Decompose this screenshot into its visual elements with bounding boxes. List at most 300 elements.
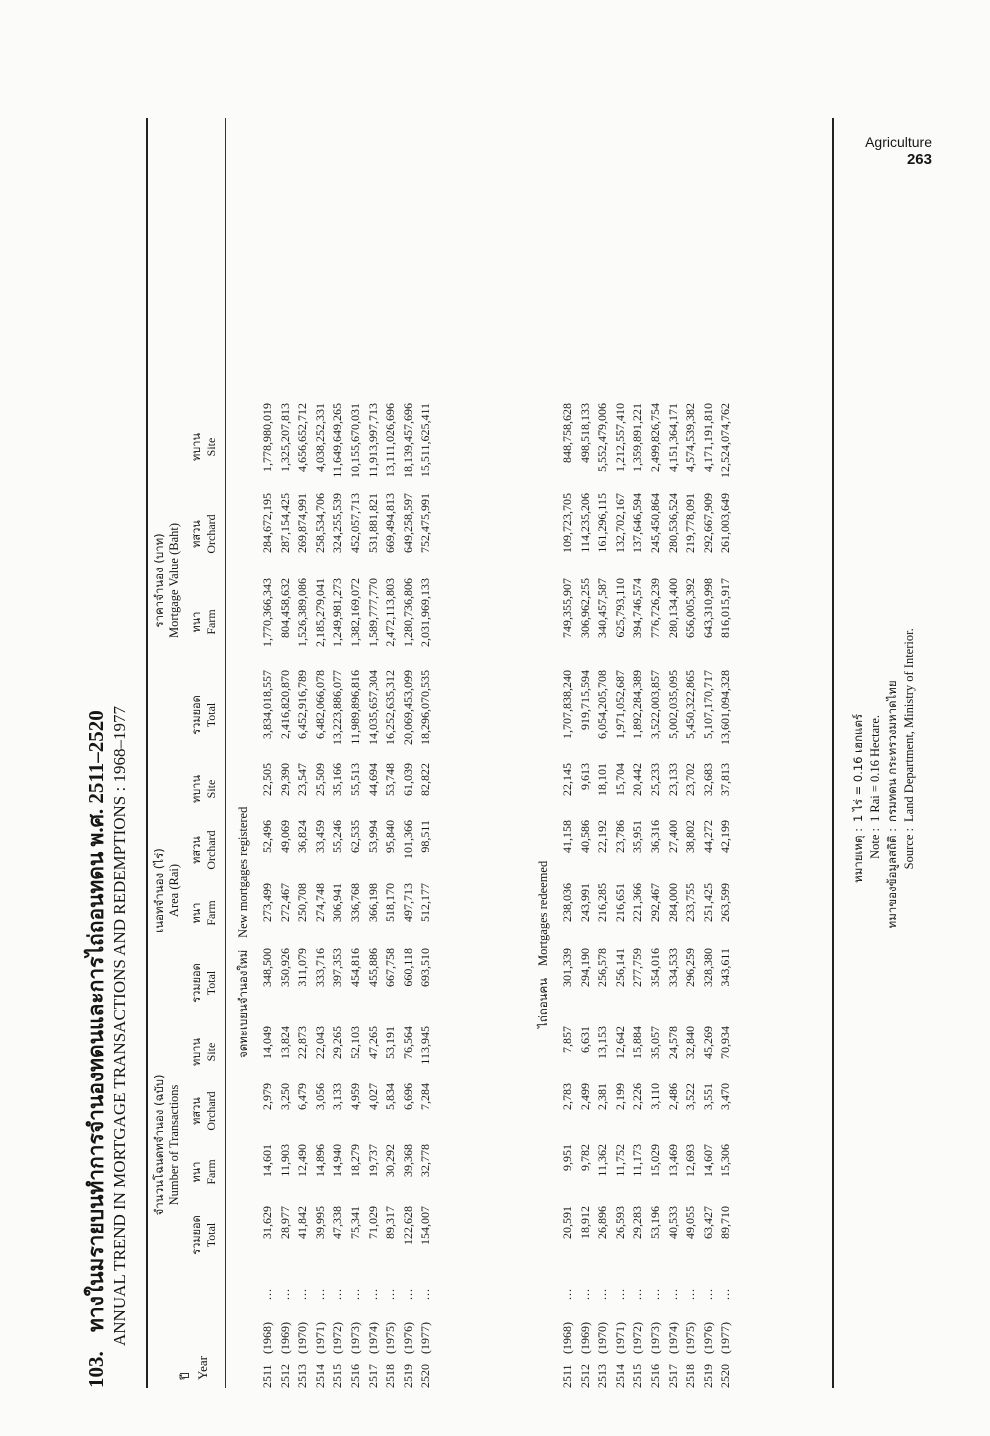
table-cell: 63,427 — [700, 1206, 715, 1239]
table-cell: 348,500 — [260, 948, 274, 987]
table-cell: 4,171,191,810 — [700, 403, 715, 472]
table-cell: 45,269 — [700, 1026, 715, 1059]
table-cell: 49,069 — [277, 820, 292, 853]
year-english: (1970) — [595, 1322, 610, 1354]
table-cell: 6,631 — [577, 1026, 592, 1053]
table-cell: 5,450,322,865 — [683, 670, 698, 739]
table-row — [383, 398, 400, 1388]
table-cell: 2,416,820,870 — [277, 670, 292, 739]
column-group-english: Mortgage Value (Baht) — [167, 523, 181, 639]
table-cell: 24,578 — [665, 1026, 680, 1059]
table-cell: 284,672,195 — [260, 493, 274, 553]
table-cell: 233,755 — [683, 883, 698, 922]
year-thai: 2511 — [260, 1364, 274, 1388]
year-english: (1969) — [277, 1322, 292, 1354]
leader-dots: ... — [348, 1288, 362, 1300]
table-cell: 1,707,838,240 — [560, 670, 574, 739]
table-cell: 625,793,110 — [612, 578, 627, 638]
column-header-english: Site — [204, 437, 218, 457]
table-cell: 292,467 — [648, 883, 662, 922]
column-header-english: Total — [204, 970, 218, 996]
leader-dots: ... — [295, 1288, 310, 1300]
table-cell: 1,971,052,687 — [612, 670, 627, 739]
column-header-thai: ทบาน — [190, 775, 203, 803]
table-cell: 52,103 — [348, 1026, 362, 1059]
table-cell: 219,778,091 — [683, 493, 698, 553]
table-cell: 53,191 — [383, 1026, 398, 1059]
table-cell: 13,601,094,328 — [718, 670, 733, 745]
table-cell: 70,934 — [718, 1026, 733, 1059]
table-cell: 18,279 — [348, 1144, 362, 1177]
year-thai: 2515 — [630, 1364, 645, 1388]
table-cell: 14,896 — [312, 1144, 327, 1177]
leader-dots: ... — [700, 1288, 715, 1300]
table-row — [260, 398, 277, 1388]
leader-dots: ... — [577, 1288, 592, 1300]
column-header-english: Site — [204, 779, 218, 799]
column-group-header — [152, 1026, 182, 1264]
table-cell: 20,591 — [560, 1206, 574, 1239]
table-cell: 1,778,980,019 — [260, 403, 274, 472]
table-cell: 53,196 — [648, 1206, 662, 1239]
column-header-english: Farm — [204, 900, 218, 926]
year-english: (1975) — [383, 1322, 398, 1354]
table-cell: 161,296,115 — [595, 493, 610, 553]
column-header-thai: ทสวน — [190, 1097, 203, 1125]
year-thai: 2519 — [400, 1364, 415, 1388]
table-cell: 101,366 — [400, 820, 415, 859]
table-cell: 294,190 — [577, 948, 592, 987]
table-cell: 6,479 — [295, 1083, 310, 1110]
table-cell: 306,941 — [330, 883, 345, 922]
leader-dots: ... — [330, 1288, 345, 1300]
table-cell: 15,511,625,411 — [418, 403, 433, 478]
column-header-english: Total — [204, 702, 218, 728]
column-header — [190, 1083, 218, 1139]
table-cell: 350,926 — [277, 948, 292, 987]
table-cell: 11,752 — [612, 1144, 627, 1177]
table-cell: 22,505 — [260, 763, 274, 796]
table-cell: 35,166 — [330, 763, 345, 796]
table-cell: 11,989,896,816 — [348, 670, 362, 745]
column-group-header — [152, 763, 182, 1018]
year-thai: 2513 — [295, 1364, 310, 1388]
column-group-header — [152, 403, 182, 758]
table-cell: 216,285 — [595, 883, 610, 922]
table-cell: 23,547 — [295, 763, 310, 796]
table-cell: 2,499 — [577, 1083, 592, 1110]
table-cell: 518,170 — [383, 883, 398, 922]
table-cell: 13,223,886,077 — [330, 670, 345, 745]
column-header-thai: ทสวน — [190, 836, 203, 864]
table-row — [313, 398, 330, 1388]
table-cell: 11,903 — [277, 1144, 292, 1177]
table-cell: 3,056 — [312, 1083, 327, 1110]
year-english: (1976) — [400, 1322, 415, 1354]
note-text: 1 ไร่ = 0.16 เฮกแตร์ — [851, 713, 865, 822]
year-english: (1971) — [312, 1322, 327, 1354]
table-cell: 280,536,524 — [665, 493, 680, 553]
table-cell: 452,057,713 — [348, 493, 362, 553]
section-name: Agriculture — [865, 134, 932, 150]
table-cell: 39,995 — [312, 1206, 327, 1239]
table-cell: 18,101 — [595, 763, 610, 796]
year-thai: 2518 — [383, 1364, 398, 1388]
table-title-thai: ทางในมรายบนทำการจำนองทดนและการไถ่ถอนทดน พ.ศ. 2511–2520 — [84, 710, 108, 1332]
header-top-rule — [146, 118, 148, 1388]
table-title-english: ANNUAL TREND IN MORTGAGE TRANSACTIONS AND REDEMPTIONS : 1968–1977 — [110, 706, 129, 1346]
table-cell: 53,994 — [365, 820, 380, 853]
table-cell: 62,535 — [348, 820, 362, 853]
table-cell: 89,317 — [383, 1206, 398, 1239]
table-cell: 531,881,821 — [365, 493, 380, 553]
table-cell: 20,069,453,099 — [400, 670, 415, 745]
year-thai: 2512 — [577, 1364, 592, 1388]
note-label: ทมาของข้อมูลสถิติ : — [885, 828, 899, 929]
column-header-english: Total — [204, 1222, 218, 1248]
table-cell: 75,341 — [348, 1206, 362, 1239]
column-header — [190, 883, 218, 943]
section-heading — [235, 807, 253, 1058]
year-thai: 2517 — [665, 1364, 680, 1388]
table-cell: 649,258,597 — [400, 493, 415, 553]
table-cell: 44,272 — [700, 820, 715, 853]
table-cell: 2,979 — [260, 1083, 274, 1110]
year-header-thai: ปี — [178, 1372, 192, 1380]
table-cell: 132,702,167 — [612, 493, 627, 553]
table-cell: 95,840 — [383, 820, 398, 853]
table-cell: 4,959 — [348, 1083, 362, 1110]
table-cell: 47,265 — [365, 1026, 380, 1059]
column-header — [190, 763, 218, 815]
table-cell: 36,316 — [648, 820, 662, 853]
note-text: กรมทดน กระทรวงมหาดไทย — [885, 680, 899, 822]
column-header-english: Orchard — [204, 514, 218, 554]
table-cell: 4,656,652,712 — [295, 403, 310, 472]
table-cell: 114,235,206 — [577, 493, 592, 553]
table-cell: 660,118 — [400, 948, 415, 987]
table-cell: 1,589,777,770 — [365, 578, 380, 647]
table-row — [278, 398, 295, 1388]
table-cell: 4,574,539,382 — [683, 403, 698, 472]
table-cell: 221,366 — [630, 883, 645, 922]
table-cell: 251,425 — [700, 883, 715, 922]
column-header-thai: ทนา — [190, 611, 203, 633]
table-cell: 23,133 — [665, 763, 680, 796]
table-cell: 9,782 — [577, 1144, 592, 1171]
table-cell: 16,252,635,312 — [383, 670, 398, 745]
table-cell: 15,704 — [612, 763, 627, 796]
table-cell: 13,824 — [277, 1026, 292, 1059]
table-cell: 2,783 — [560, 1083, 574, 1110]
year-thai: 2514 — [312, 1364, 327, 1388]
year-english: (1970) — [295, 1322, 310, 1354]
section-heading-thai: ไถ่ถอนคน — [536, 977, 550, 1028]
year-thai: 2512 — [277, 1364, 292, 1388]
table-cell: 154,007 — [418, 1206, 433, 1245]
leader-dots: ... — [400, 1288, 415, 1300]
note-text: 1 Rai = 0.16 Hectare. — [868, 714, 882, 822]
year-thai: 2518 — [683, 1364, 698, 1388]
table-cell: 4,151,364,171 — [665, 403, 680, 472]
table-cell: 1,325,207,813 — [277, 403, 292, 472]
table-cell: 258,534,706 — [312, 493, 327, 553]
table-cell: 26,896 — [595, 1206, 610, 1239]
header-bottom-rule — [225, 118, 226, 1388]
table-cell: 273,499 — [260, 883, 274, 922]
year-thai: 2519 — [700, 1364, 715, 1388]
table-cell: 15,306 — [718, 1144, 733, 1177]
table-cell: 5,834 — [383, 1083, 398, 1110]
table-number: 103. — [84, 1351, 108, 1388]
table-cell: 23,786 — [612, 820, 627, 853]
table-cell: 71,029 — [365, 1206, 380, 1239]
column-header-thai: รวมยอด — [190, 695, 203, 735]
year-english: (1974) — [665, 1322, 680, 1354]
year-english: (1973) — [648, 1322, 662, 1354]
table-cell: 5,107,170,717 — [700, 670, 715, 739]
year-english: (1975) — [683, 1322, 698, 1354]
table-cell: 3,522 — [683, 1083, 698, 1110]
table-cell: 23,702 — [683, 763, 698, 796]
year-header — [176, 1356, 211, 1380]
table-cell: 292,667,909 — [700, 493, 715, 553]
table-cell: 29,390 — [277, 763, 292, 796]
table-cell: 3,470 — [718, 1083, 733, 1110]
table-cell: 1,280,736,806 — [400, 578, 415, 647]
table-cell: 36,824 — [295, 820, 310, 853]
year-thai: 2517 — [365, 1364, 380, 1388]
table-cell: 454,816 — [348, 948, 362, 987]
year-header-english: Year — [195, 1356, 210, 1380]
table-cell: 4,027 — [365, 1083, 380, 1110]
table-cell: 19,737 — [365, 1144, 380, 1177]
column-header — [190, 670, 218, 760]
leader-dots: ... — [277, 1288, 292, 1300]
table-cell: 243,991 — [577, 883, 592, 922]
year-english: (1968) — [260, 1322, 274, 1354]
column-header-english: Farm — [204, 609, 218, 635]
table-cell: 284,000 — [665, 883, 680, 922]
table-cell: 14,049 — [260, 1026, 274, 1059]
leader-dots: ... — [365, 1288, 380, 1300]
table-cell: 11,362 — [595, 1144, 610, 1177]
note-text: Land Department, Ministry of Interior. — [902, 628, 916, 822]
table-cell: 274,748 — [312, 883, 327, 922]
table-cell: 14,601 — [260, 1144, 274, 1177]
table-cell: 13,111,026,696 — [383, 403, 398, 478]
table-row — [648, 398, 665, 1388]
table-cell: 3,133 — [330, 1083, 345, 1110]
note-label: Note : — [868, 828, 882, 859]
column-group-thai: ราคาจำนอง (บาท) — [152, 533, 166, 628]
table-cell: 1,770,366,343 — [260, 578, 274, 647]
table-title — [80, 88, 113, 1388]
table-cell: 6,482,066,078 — [312, 670, 327, 739]
table-cell: 272,467 — [277, 883, 292, 922]
table-row — [613, 398, 630, 1388]
table-cell: 27,400 — [665, 820, 680, 853]
table-cell: 656,005,392 — [683, 578, 698, 638]
column-header-thai: รวมยอด — [190, 1215, 203, 1255]
table-cell: 256,141 — [612, 948, 627, 987]
table-cell: 277,759 — [630, 948, 645, 987]
table-cell: 44,694 — [365, 763, 380, 796]
table-cell: 6,054,205,708 — [595, 670, 610, 739]
table-cell: 334,533 — [665, 948, 680, 987]
section-heading — [535, 861, 553, 1028]
column-header — [190, 403, 218, 491]
table-cell: 14,940 — [330, 1144, 345, 1177]
year-english: (1976) — [700, 1322, 715, 1354]
table-cell: 42,199 — [718, 820, 733, 853]
table-row — [701, 398, 718, 1388]
table-cell: 11,649,649,265 — [330, 403, 345, 478]
table-cell: 25,509 — [312, 763, 327, 796]
leader-dots: ... — [683, 1288, 698, 1300]
table-cell: 55,513 — [348, 763, 362, 796]
leader-dots: ... — [383, 1288, 398, 1300]
table-cell: 32,778 — [418, 1144, 433, 1177]
year-english: (1968) — [560, 1322, 574, 1354]
table-cell: 3,250 — [277, 1083, 292, 1110]
table-cell: 354,016 — [648, 948, 662, 987]
table-cell: 18,912 — [577, 1206, 592, 1239]
table-cell: 1,212,557,410 — [612, 403, 627, 472]
table-row — [295, 398, 312, 1388]
table-cell: 14,035,657,304 — [365, 670, 380, 745]
table-cell: 10,155,670,031 — [348, 403, 362, 478]
column-header — [190, 1206, 218, 1264]
table-row — [578, 398, 595, 1388]
table-cell: 667,758 — [383, 948, 398, 987]
table-cell: 498,518,133 — [577, 403, 592, 463]
table-cell: 336,768 — [348, 883, 362, 922]
column-header — [190, 948, 218, 1018]
table-cell: 53,748 — [383, 763, 398, 796]
table-cell: 455,886 — [365, 948, 380, 987]
table-cell: 32,840 — [683, 1026, 698, 1059]
table-cell: 22,043 — [312, 1026, 327, 1059]
table-cell: 12,490 — [295, 1144, 310, 1177]
table-cell: 1,359,891,221 — [630, 403, 645, 472]
table-cell: 3,834,018,557 — [260, 670, 274, 739]
rotated-table-sheet — [80, 88, 960, 1388]
table-row — [630, 398, 647, 1388]
table-cell: 29,265 — [330, 1026, 345, 1059]
table-cell: 12,693 — [683, 1144, 698, 1177]
table-cell: 2,486 — [665, 1083, 680, 1110]
table-cell: 2,381 — [595, 1083, 610, 1110]
table-cell: 25,233 — [648, 763, 662, 796]
year-thai: 2514 — [612, 1364, 627, 1388]
table-cell: 41,158 — [560, 820, 574, 853]
table-cell: 848,758,628 — [560, 403, 574, 463]
table-cell: 82,822 — [418, 763, 433, 796]
table-cell: 250,708 — [295, 883, 310, 922]
table-row — [348, 398, 365, 1388]
table-cell: 693,510 — [418, 948, 433, 987]
table-row — [401, 398, 418, 1388]
table-cell: 301,339 — [560, 948, 574, 987]
table-row — [595, 398, 612, 1388]
table-cell: 394,746,574 — [630, 578, 645, 638]
column-header-thai: ทบาน — [190, 433, 203, 461]
year-english: (1969) — [577, 1322, 592, 1354]
page-number: 263 — [906, 151, 932, 168]
table-cell: 14,607 — [700, 1144, 715, 1177]
table-cell: 749,355,907 — [560, 578, 574, 638]
leader-dots: ... — [260, 1288, 274, 1300]
table-cell: 9,951 — [560, 1144, 574, 1171]
table-cell: 2,031,969,133 — [418, 578, 433, 647]
year-english: (1972) — [630, 1322, 645, 1354]
table-cell: 22,145 — [560, 763, 574, 796]
table-cell: 89,710 — [718, 1206, 733, 1239]
table-cell: 280,134,400 — [665, 578, 680, 638]
column-group-thai: เนอทจำนอง (ไร่) — [152, 848, 166, 933]
table-cell: 7,857 — [560, 1026, 574, 1053]
table-cell: 2,185,279,041 — [312, 578, 327, 647]
table-cell: 269,874,991 — [295, 493, 310, 553]
table-cell: 5,002,035,095 — [665, 670, 680, 739]
table-cell: 6,452,916,789 — [295, 670, 310, 739]
table-cell: 12,524,074,762 — [718, 403, 733, 478]
table-cell: 28,977 — [277, 1206, 292, 1239]
table-cell: 61,039 — [400, 763, 415, 796]
table-cell: 4,038,252,331 — [312, 403, 327, 472]
table-cell: 35,057 — [648, 1026, 662, 1059]
table-cell: 1,249,981,273 — [330, 578, 345, 647]
table-cell: 287,154,425 — [277, 493, 292, 553]
leader-dots: ... — [630, 1288, 645, 1300]
table-cell: 261,003,649 — [718, 493, 733, 553]
table-cell: 397,353 — [330, 948, 345, 987]
year-english: (1977) — [718, 1322, 733, 1354]
table-cell: 40,533 — [665, 1206, 680, 1239]
year-thai: 2511 — [560, 1364, 574, 1388]
table-cell: 13,153 — [595, 1026, 610, 1059]
table-cell: 245,450,864 — [648, 493, 662, 553]
table-cell: 3,522,003,857 — [648, 670, 662, 739]
column-header — [190, 1026, 218, 1078]
table-cell: 311,079 — [295, 948, 310, 987]
table-cell: 12,642 — [612, 1026, 627, 1059]
table-cell: 33,459 — [312, 820, 327, 853]
table-bottom-rule — [832, 118, 834, 1388]
table-cell: 30,292 — [383, 1144, 398, 1177]
column-header — [190, 578, 218, 666]
table-cell: 13,469 — [665, 1144, 680, 1177]
table-cell: 55,246 — [330, 820, 345, 853]
table-cell: 113,945 — [418, 1026, 433, 1065]
table-cell: 804,458,632 — [277, 578, 292, 638]
table-cell: 1,526,389,086 — [295, 578, 310, 647]
table-cell: 1,382,169,072 — [348, 578, 362, 647]
table-cell: 669,494,813 — [383, 493, 398, 553]
table-cell: 216,651 — [612, 883, 627, 922]
section-heading-english: New mortgages registered — [236, 806, 250, 938]
table-cell: 26,593 — [612, 1206, 627, 1239]
year-thai: 2516 — [348, 1364, 362, 1388]
table-cell: 1,892,284,389 — [630, 670, 645, 739]
year-thai: 2520 — [418, 1364, 433, 1388]
table-cell: 3,551 — [700, 1083, 715, 1110]
table-cell: 35,951 — [630, 820, 645, 853]
table-cell: 2,226 — [630, 1083, 645, 1110]
year-thai: 2516 — [648, 1364, 662, 1388]
table-cell: 31,629 — [260, 1206, 274, 1239]
